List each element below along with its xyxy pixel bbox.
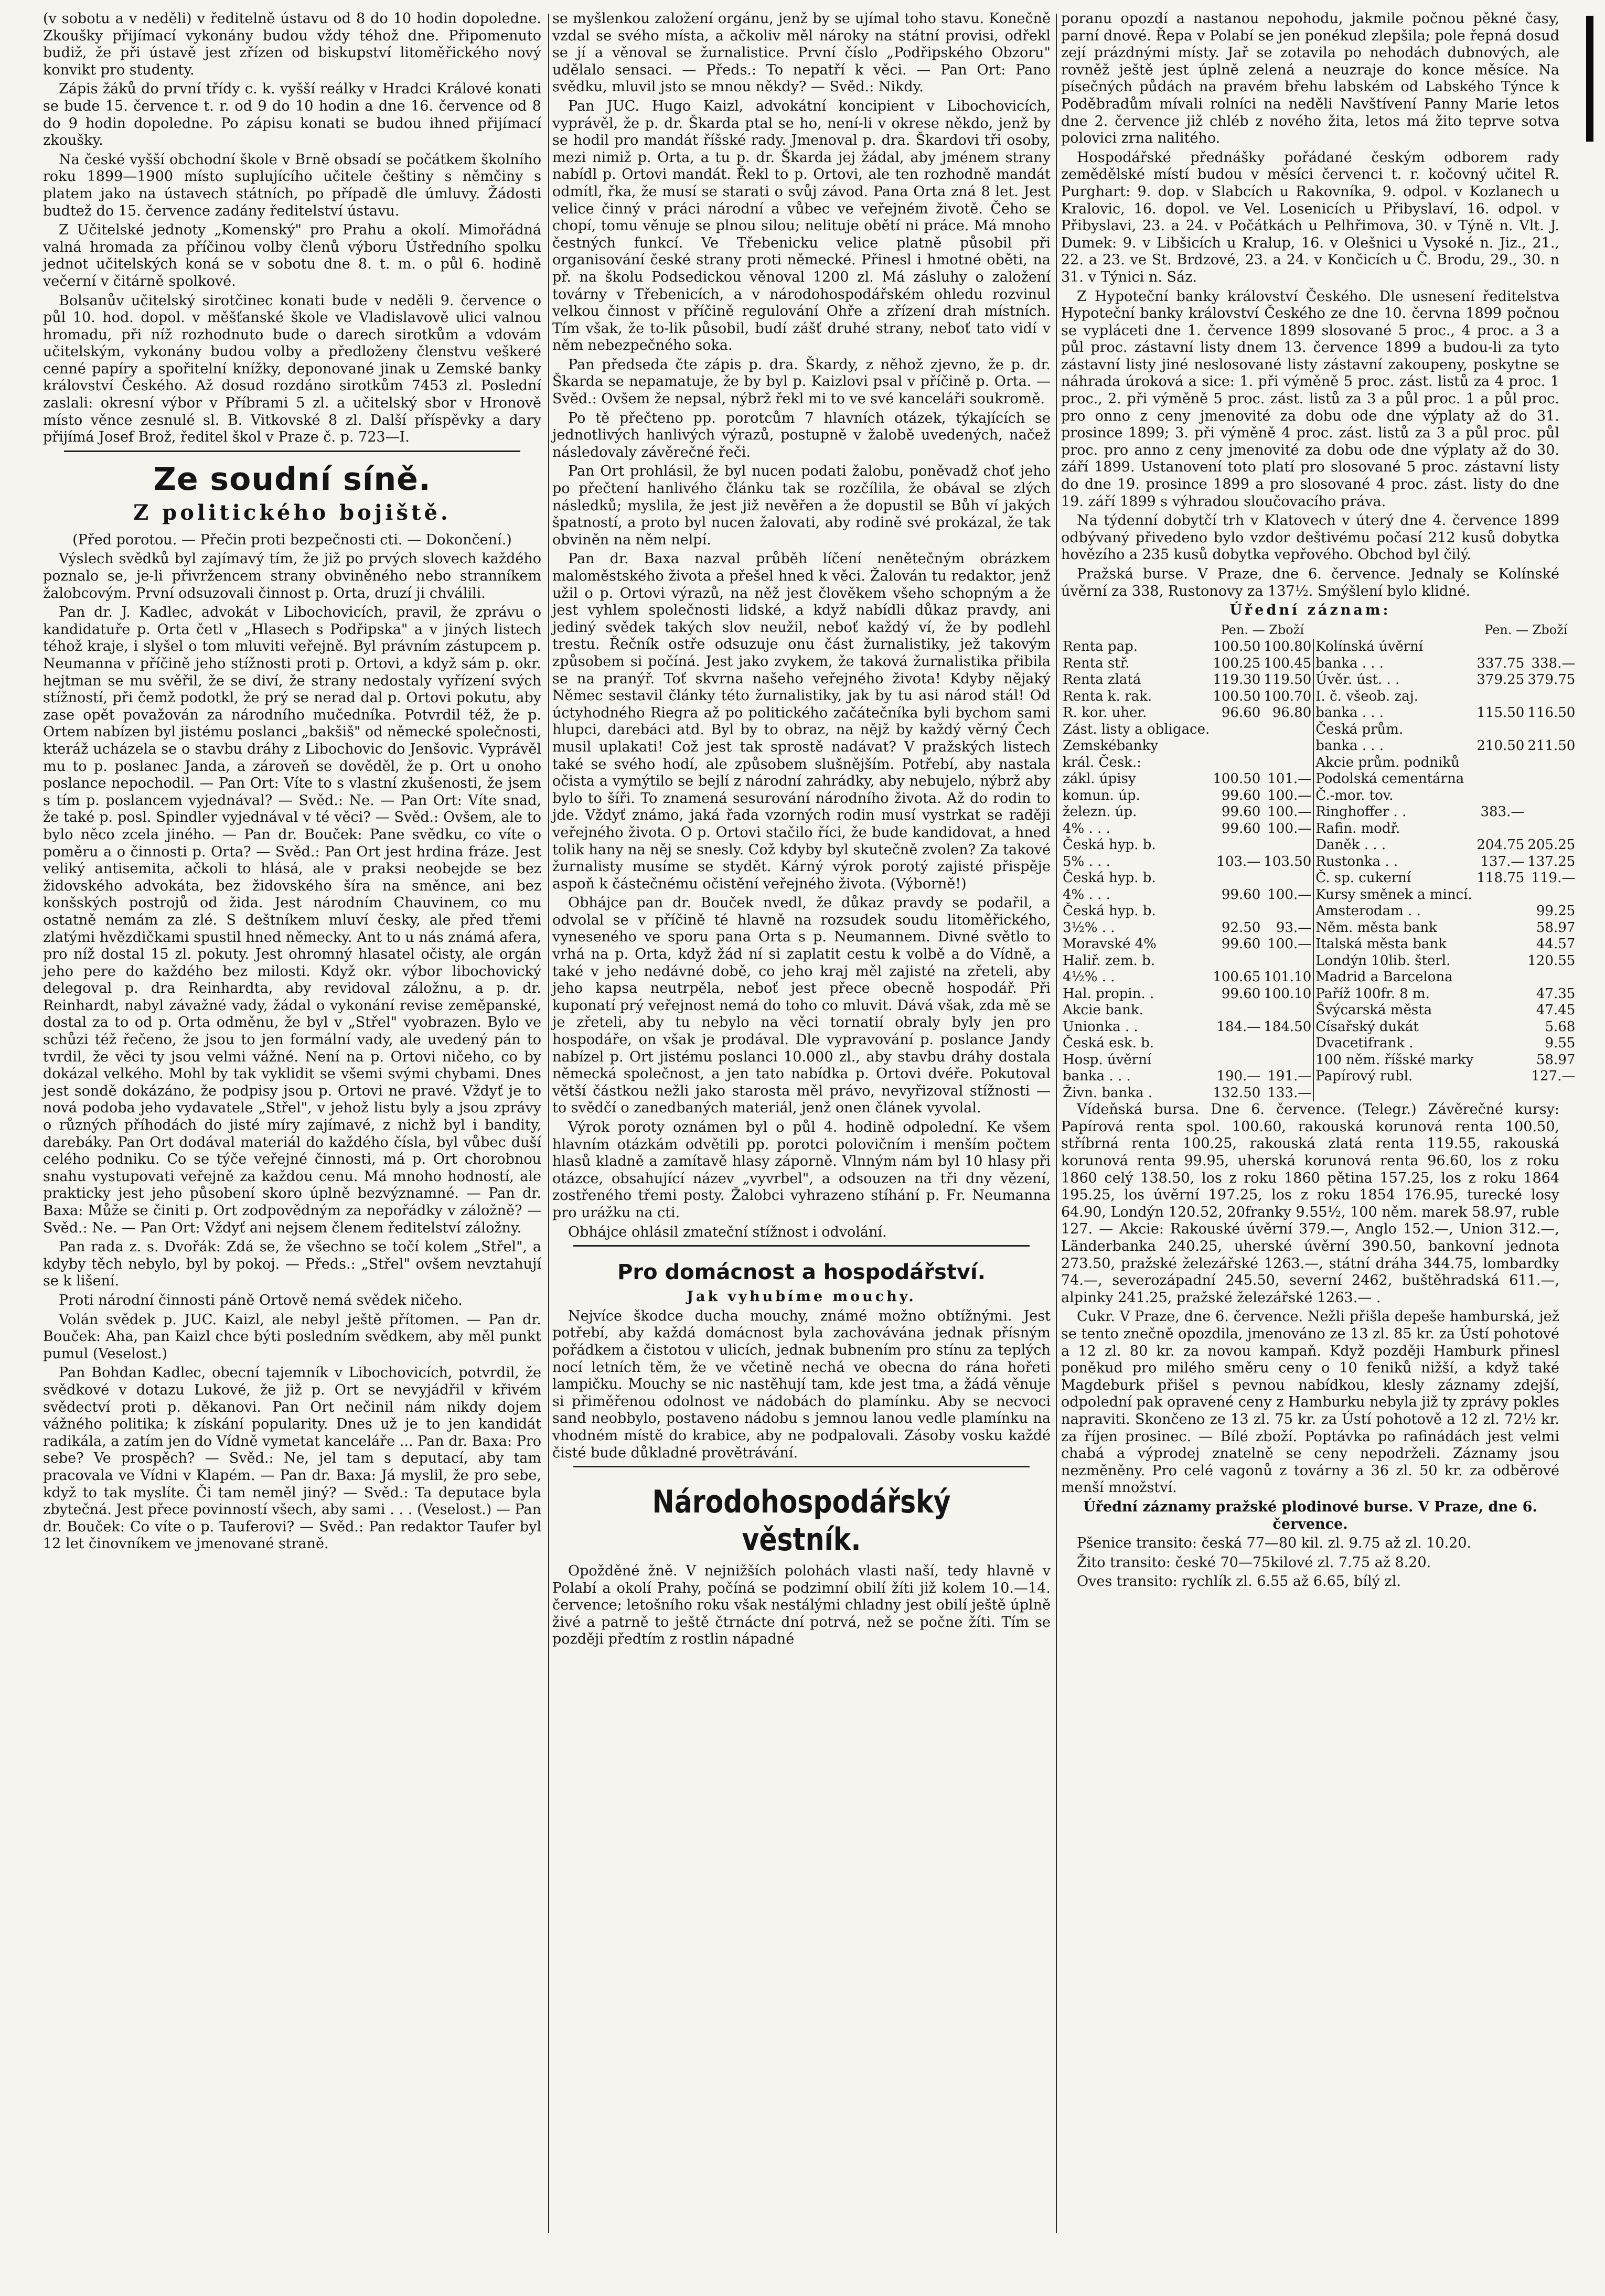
table-cell: banka . . . <box>1315 655 1384 671</box>
table-cell: Papírový rubl. <box>1315 1068 1413 1085</box>
table-cell <box>1262 722 1313 738</box>
table-row <box>1061 1068 1577 1085</box>
table-cell <box>1526 1085 1577 1102</box>
table-cell: 93.— <box>1262 920 1313 937</box>
table-cell: 4% . . . <box>1063 820 1110 836</box>
table-cell: 127.— <box>1531 1068 1576 1085</box>
table-cell: 100.— <box>1262 936 1313 953</box>
table-header: Pen. — Zboží <box>1221 622 1304 637</box>
table-cell: 191.— <box>1262 1068 1313 1085</box>
table-cell <box>1211 755 1262 771</box>
table-cell: 99.60 <box>1221 886 1261 903</box>
paragraph: poranu opozdí a nastanou nepohodu, jakmile počnou pěkné časy, parní dnové. Řepa v Polabí se jen ponékud zlepšila; pole řepná dosud zejí prázdnými místy. Jař se zotavila po nehodách dubnových, ale rovněž ještě jest úplně zelená a neuzraje do konce měsíce. Na písečných půdách na pravém břehu labském od Labského Týnce k Poděbradům mívali rolníci na neděli Navštívení Panny Marie letos dne 2. července již chléb z nového žita, letos má žito teprve sotva polovici zrna nalitého. <box>1061 10 1559 147</box>
table-row <box>1061 821 1577 838</box>
table-cell: Haliř. zem. b. <box>1063 952 1155 969</box>
table-cell: banka . . . <box>1315 738 1384 754</box>
table-cell <box>1475 771 1526 788</box>
table-cell: 103.— <box>1216 853 1261 870</box>
table-cell: Daněk . . . <box>1315 837 1386 853</box>
table-cell: železn. úp. <box>1063 804 1137 820</box>
table-row <box>1061 1002 1577 1019</box>
paragraph: Oves transito: rychlík zl. 6.55 až 6.65, bílý zl. <box>1077 1573 1401 1590</box>
table-cell: 133.— <box>1262 1085 1313 1102</box>
table-cell: Podolská cementárna <box>1315 771 1464 787</box>
paragraph: Pan rada z. s. Dvořák: Zdá se, že všechno se točí kolem „Střel", a kdyby těch nebylo, byl by pokoj. — Předs.: „Střel" ovšem nevztahují se k lišení. <box>43 1239 541 1290</box>
table-row <box>1061 705 1577 722</box>
paragraph: Pan dr. Baxa nazval průběh líčení nenětečným obrázkem maloměstského života a přešel hned k věci. Žalován tu redaktor, jenž užil o p. Ortovi výrazů, na něž jest člověkem všeho schopným a že jest vyhlem společnosti lidské, a když nabídli důkaz pravdy, ani jediný svědek takých slov neužil, neboť každý ví, že by podlehl trestu. Řečník ostře odsuzuje onu část žurnalistiky, jež takovým způsobem si počíná. Jest jako zvykem, že taková žurnalistika přibila se na pranýř. Toť skvrna našeho veřejného života! Kdyby nějaký Němec sestavil články této žurnalistiky, jak by tu asi národ stál! Od úctyhodného Riegra až po politického začátečníka byli bychom sami hlupci, darebáci atd. Byl by to obraz, na nějž by každý věrný Čech musil uplakati! Což jest tak sprostě nadávat? V pražských listech také se svého hodí, ale způsobem slušnějším. Potřebí, aby nastala očista a vymýtilo se bejlí z národní zahrádky, aby nebujelo, nýbrž aby bylo to šíři. To znamená sesurování národního života. Až do rodin to jde. Vždyť známo, jaká řada vzorných rodin musí vystrkat se raději veřejného života. O p. Ortovi stačilo říci, že bude kandidovat, a hned tolik hany na něj se snesly. Což kdyby byl skutečně zvolen? Za takové žurnalisty musíme se stydět. Kárný výrok porotý zajisté přispěje aspoň k částečnému očistění veřejného života. (Výborně!) <box>552 551 1051 892</box>
table-cell: 118.75 <box>1476 870 1525 886</box>
table-cell: 101.— <box>1262 771 1313 788</box>
table-cell: Amsterodam . . <box>1315 903 1421 919</box>
scan-edge-mark <box>1586 16 1593 142</box>
table-cell: Londýn 10lib. šterl. <box>1315 952 1451 969</box>
table-cell: banka . . . <box>1315 705 1384 721</box>
table-cell: 379.25 <box>1476 672 1525 688</box>
table-cell: 99.60 <box>1221 985 1261 1002</box>
table-cell: 120.55 <box>1527 952 1576 969</box>
table-cell: R. kor. uher. <box>1063 705 1147 721</box>
table-cell: Česká hyp. b. <box>1063 870 1156 886</box>
table-cell: Italská města bank <box>1315 936 1447 952</box>
table-cell <box>1475 1085 1526 1102</box>
paragraph: Z Učitelské jednoty „Komenský" pro Prahu a okolí. Mimořádná valná hromada za příčinou volby členů výboru Ústředního spolku jednot učitelských koná se v sobotu dne 8. t. m. o půl 6. hodině večerní v čitárně spolkové. <box>43 222 541 289</box>
table-body <box>1061 639 1577 1101</box>
table-cell: 100.— <box>1262 804 1313 821</box>
table-cell: 119.— <box>1531 870 1576 886</box>
column-2 <box>552 10 1051 2238</box>
table-cell <box>1475 639 1526 656</box>
table-cell: 379.75 <box>1527 672 1576 688</box>
table-cell: 100.50 <box>1213 771 1261 787</box>
table-row <box>1061 639 1577 656</box>
table-cell <box>1475 953 1526 970</box>
table-cell <box>1475 1068 1526 1085</box>
table-cell <box>1475 1019 1526 1036</box>
table-cell: 4½% . . <box>1063 969 1115 985</box>
paragraph: Na české vyšší obchodní škole v Brně obsadí se počátkem školního roku 1899—1900 místo suplujícího učitele češtiny s němčiny s platem jako na ústavech státních, po případě dle úmluvy. Žádosti budtež do 15. července zadány ředitelství ústavu. <box>43 151 541 219</box>
table-row <box>1061 755 1577 771</box>
table-row <box>1061 689 1577 705</box>
paragraph: Pan dr. J. Kadlec, advokát v Libochovicích, pravil, že zprávu o kandidatuře p. Orta četl v „Hlasech s Podřipska" a v jiných listech téhož kraje, i slyšel o tom mluviti veřejně. Byl právním zástupcem p. Neumanna v příčině jeho stížnosti proti p. Ortovi, a když sám p. okr. hejtman se mu svěřil, že se diví, že strany nedostaly vyřízení svých stížností, při čemž podotkl, že prý se nerad dal p. Ortovi pokutu, aby zase opět považován za národního mučedníka. Potvrdil též, že p. Ortem nabízen byl jistému poslanci „bakšiš" od německé společnosti, kteráž ucházela se o stavbu dráhy z Libochovic do Jenšovic. Vyprávěl mu to p. poslanec Janda, a zároveň se dověděl, že p. Ort u onoho poslance nepochodil. — Pan Ort: Víte to s vlastní zkušenosti, že jsem s tím p. poslancem vyjednával? — Svěd.: Ne. — Pan Ort: Víte snad, že také p. posl. Spindler vyjednával v té věci? — Svěd.: Ovšem, ale to bylo něco zcela jiného. — Pan dr. Bouček: Pane svědku, co víte o poměru a o činnosti p. Orta? — Svěd.: Pan Ort jest hrdina fráze. Jest veliký antisemita, ačkoli to hlásá, ale v praksi neobejde se bez židovského advokáta, bez židovského šíra na směnce, ani bez konšských postrojů od žida. Jest národním Chauvinem, co mu ostatně nemám za zlé. S deštníkem mluví česky, ale před třemi zlatými hvězdičkami spustil hned německy. Ant to u nás známá afera, pro níž dostal 15 zl. pokuty. Jest ohromný hlasatel očisty, ale orgán jeho pere do každého bez milosti. Když okr. výbor libochovický delegoval p. dra Reinhardta, aby revidoval záložnu, a p. dr. Reinhardt, nabyl závažné vady, žádal o vykonání revise zeměpanské, dostal za to od p. Orta odměnu, že byl v „Střel" vyobrazen. Bylo ve schůzi též řečeno, že jsou to jen formální vady, ale uvedený pán to tvrdil, že věci ty jsou velmi vážné. Není na p. Ortovi ničeho, co by dokázal velkého. Mohl by tak vyklidit se všemi svými chybami. Dnes jest sondě dokázáno, že podpisy jsou p. Ortovi ne pravé. Vždyť je to nová podoba jeho vydavatele „Střel", v jehož listu byly a jsou zprávy o různých příhodách do jisté míry zajímavé, z nichž byl i bandity, darebáky. Pan Ort dodával materiál do každého čísla, byl vůbec duší celého podniku. Co se týče veřejné činnosti, má p. Ort chorobnou snahu vystupovati veřejně za každou cenu. Má mnoho hodností, ale prakticky jest jeho působení skoro úplně bezvýznamné. — Pan dr. Baxa: Může se činiti p. Ort zodpovědným za nepořádky v záložně? — Svěd.: Ne. — Pan Ort: Vždyť ani nejsem členem ředitelství záložny. <box>43 604 541 1236</box>
table-cell: Paříž 100fr. 8 m. <box>1315 985 1430 1002</box>
table-cell <box>1262 903 1313 920</box>
table-cell: Zemskébanky <box>1063 738 1158 754</box>
table-cell: 99.25 <box>1536 903 1576 919</box>
table-cell <box>1211 903 1262 920</box>
table-cell <box>1526 804 1577 821</box>
table-cell <box>1526 821 1577 838</box>
paragraph: Zápis žáků do první třídy c. k. vyšší reálky v Hradci Králové konati se bude 15. července t. r. od 9 do 10 hodin a dne 16. července od 8 do 9 hodin dopoledne. Po zápisu konati se budou ihned přijímací zkoušky. <box>43 81 541 149</box>
paragraph: Z Hypoteční banky království Českého. Dle usnesení ředitelstva Hypoteční banky království Českého ze dne 10. června 1899 počnou se vypláceti dne 1. července 1899 slosované 5 proc., 4 proc. a 3 a půl proc. zástavní listy dnem 13. července 1899 a budou-li za tyto zástavní listy jiné neslosované listy zástavní zakoupeny, poskytne se náhrada úroková a sice: 1. při výměně 5 proc. zást. listů za 4 proc. 1 proc., 2. při výměně 5 proc. zást. listů za 3 a půl proc. 1 a půl proc. pro onno z ceny jmenovité za dobu ode dne výplaty až do 31. prosince 1899; 3. při výměně 4 proc. zást. listů za 3 a půl proc. půl proc. pro anno z ceny jmenovité za dobu ode dne výplaty až do 30. září 1899. Ustanovení toto platí pro slosované 5 proc. zástavní listy do dne 19. prosince 1899 a pro slosované 4 proc. zást. listy do dne 19. září 1899 s výhradou sloučovacího práva. <box>1061 288 1559 510</box>
table-cell: Renta pap. <box>1063 639 1138 655</box>
table-row <box>1061 903 1577 920</box>
table-cell <box>1313 1085 1475 1102</box>
table-cell: 119.30 <box>1213 672 1261 688</box>
table-cell <box>1262 1002 1313 1019</box>
table-row <box>1061 986 1577 1003</box>
table-cell: Renta k. rak. <box>1063 688 1152 704</box>
table-row <box>1061 788 1577 804</box>
table-cell: Živn. banka . <box>1063 1085 1153 1101</box>
table-row <box>1061 969 1577 986</box>
table-cell: Hal. propin. . <box>1063 985 1154 1002</box>
table-cell: komun. úp. <box>1063 787 1140 803</box>
paragraph: Obhájce ohlásil zmateční stížnost i odvolání. <box>568 1224 887 1240</box>
table-cell: Česká hyp. b. <box>1063 903 1156 919</box>
table-cell: 58.97 <box>1536 1052 1576 1068</box>
table-row <box>1061 1035 1577 1052</box>
paragraph: Žito transito: české 70—75kilové zl. 7.75 až 8.20. <box>1077 1554 1431 1571</box>
column-1 <box>43 10 541 2238</box>
table-cell: 99.60 <box>1221 804 1261 820</box>
table-cell: Úvěr. úst. . . <box>1315 672 1400 688</box>
table-row <box>1061 837 1577 854</box>
table-cell: 100.65 <box>1213 969 1261 985</box>
table-cell: 44.57 <box>1536 936 1576 952</box>
table-cell: 137.— <box>1480 853 1525 870</box>
table-cell: 99.60 <box>1221 820 1261 836</box>
table-cell <box>1475 986 1526 1003</box>
table-cell: I. č. všeob. zaj. <box>1315 688 1418 704</box>
table-row <box>1061 656 1577 672</box>
table-cell <box>1475 722 1526 738</box>
paragraph: Výslech svědků byl zajímavý tím, že již po prvých slovech každého poznalo se, je-li přivržencem strany obviněného nebo stranníkem žalobcovým. První odsuzovali činnost p. Orta, druzí ji chválili. <box>43 551 541 602</box>
table-cell: 337.75 <box>1476 655 1525 671</box>
table-cell: banka . . . <box>1063 1068 1131 1085</box>
table-cell <box>1526 788 1577 804</box>
paragraph: Hospodářské přednášky pořádané českým odborem rady zemědělské místí budou v měsíci červenci t. r. kočovný učitel R. Purghart: 9. dop. v Slabcích u Rakovníka, 9. odpol. v Kozlanech u Kralovic, 16. dopol. ve Vel. Losenicích u Přibyslaví, 16. odpol. v Přibyslavi, 23. a 24. v Počátkách u Pelhřimova, 30. v Týně n. Vlt. J. Dumek: 9. v Libšicích u Kralup, 16. v Olešnici u Vysoké n. Jiz., 21., 22. a 23. ve St. Brdzové, 23. a 24. v Končicích u Č. Brodu, 29., 30. n 31. v Týnici n. Sáz. <box>1061 149 1559 285</box>
paragraph: Obhájce pan dr. Bouček nvedl, že důkaz pravdy se podařil, a odvolal se v příčině té hlavně na rozsudek soudu litoměřického, vyneseného ve sporu pana Orta s p. Neumannem. Divné světlo to vrhá na p. Orta, když žád ní si zaplatit cestu k volbě a do Vídně, a také v jeho nedávné době, co jeho kraj měl zajisté na zřeteli, aby jeho kapsa neutrpěla, neboť jest přece obecně hospodář. Při kuponatí prý veřejnost nemá do toho co mluvit. Dává však, zda mě se je zřeteli, aby tu nebylo na věci tornatií obraly byly jen pro hospodáře, on však je prodával. Dle vypravování p. poslance Jandy nabízel p. Ort jistému poslanci 10.000 zl., aby stavbu dráhy dostala německá společnost, a jen tato nabídka p. Ortovi dvéře. Pokutoval větší částkou nežli jako starosta měl právo, nevyřizoval stížnosti — to svědčí o zanedbaných materiál, jenž onen článek vyvolal. <box>552 895 1051 1117</box>
table-cell <box>1475 1002 1526 1019</box>
table-cell: král. Česk.: <box>1063 754 1141 770</box>
table-cell: 184.50 <box>1262 1019 1313 1036</box>
table-cell: Česká hyp. b. <box>1063 837 1156 853</box>
table-cell: 100.— <box>1262 821 1313 838</box>
table-cell: Renta stř. <box>1063 655 1130 671</box>
table-cell: Zást. listy a obligace. <box>1063 721 1210 737</box>
table-cell <box>1526 639 1577 656</box>
table-cell <box>1211 953 1262 970</box>
table-cell: 47.45 <box>1536 1002 1576 1018</box>
table-cell: 184.— <box>1216 1018 1261 1035</box>
table-cell: Renta zlatá <box>1063 672 1141 688</box>
table-cell: 3½% . . <box>1063 919 1115 936</box>
table-cell <box>1211 870 1262 887</box>
table-cell: 210.50 <box>1476 738 1525 754</box>
section-subtitle: Z politického bojiště. <box>133 500 451 525</box>
table-row <box>1061 887 1577 904</box>
table-cell: 190.— <box>1216 1068 1261 1085</box>
paragraph: Po tě přečteno pp. porotcům 7 hlavních otázek, týkajících se jednotlivých hanlivých výrazů, postupně v žalobě uvedených, načež následovaly závěrečné řeči. <box>552 410 1051 460</box>
table-cell <box>1262 1035 1313 1052</box>
table-cell <box>1475 887 1526 904</box>
paragraph: Volán svědek p. JUC. Kaizl, ale nebyl ještě přítomen. — Pan dr. Bouček: Aha, pan Kaizl chce býti posledním svědkem, aby měl punkt pumul (Veselost.) <box>43 1311 541 1362</box>
table-cell: Moravské 4% <box>1063 936 1157 952</box>
table-cell: Dvacetifrank . <box>1315 1035 1414 1052</box>
table-cell <box>1475 689 1526 705</box>
table-cell: 100 něm. říšské marky <box>1315 1052 1474 1068</box>
table-cell: 383.— <box>1480 804 1525 820</box>
exchange-rates-table <box>1061 621 1577 1102</box>
divider <box>64 450 520 452</box>
table-cell <box>1475 821 1526 838</box>
grain-exchange-title: Úřední záznamy pražské plodinové burse. V Praze, dne 6. července. <box>1083 1498 1537 1532</box>
table-cell <box>1262 837 1313 854</box>
table-cell <box>1475 1035 1526 1052</box>
table-cell: 103.50 <box>1262 854 1313 871</box>
divider <box>573 1466 1030 1467</box>
table-header-row <box>1061 621 1577 639</box>
table-row <box>1061 804 1577 821</box>
table-cell <box>1211 738 1262 755</box>
table-cell: 47.35 <box>1536 985 1576 1002</box>
table-cell: Česká esk. b. <box>1063 1035 1154 1052</box>
table-cell: Něm. města bank <box>1315 919 1437 936</box>
table-row <box>1061 672 1577 689</box>
table-cell: 99.60 <box>1221 936 1261 952</box>
table-cell: 100.50 <box>1213 688 1261 704</box>
table-cell <box>1526 722 1577 738</box>
table-cell: 4% . . . <box>1063 886 1110 903</box>
table-cell: 100.— <box>1262 788 1313 804</box>
table-cell: 132.50 <box>1213 1085 1261 1101</box>
paragraph: Pražská burse. V Praze, dne 6. července. Jednaly se Kolínské úvěrní za 338, Rustonovy za 137½. Smýšlení bylo klidné. <box>1061 566 1559 599</box>
paragraph: Na týdenní dobytčí trh v Klatovech v úterý dne 4. července 1899 odbývaný přivedeno bylo vzdor deštivému počasí 212 kusů dobytka hovězího a 235 kusů dobytka vepřového. Obchod byl čilý. <box>1061 512 1559 563</box>
table-cell <box>1526 771 1577 788</box>
paragraph: Pšenice transito: česká 77—80 kil. zl. 9.75 až zl. 10.20. <box>1077 1535 1472 1552</box>
table-cell: 92.50 <box>1221 919 1261 936</box>
table-cell: 115.50 <box>1476 705 1525 721</box>
paragraph: Opožděné žně. V nejnižších polohách vlasti naší, tedy hlavně v Polabí a okolí Prahy, počíná se podzimní obilí žíti již kolem 10.—14. července; letošního roku však nestálými chladny jest obilí ještě úplně živé a patrně to ještě čtrnácte dní potrvá, než se počne žíti. Tím se později předtím z rostlin nápadné <box>552 1563 1051 1648</box>
table-cell <box>1262 738 1313 755</box>
table-row <box>1061 1052 1577 1069</box>
table-cell <box>1262 953 1313 970</box>
table-cell: Švýcarská města <box>1315 1002 1432 1018</box>
table-cell <box>1526 969 1577 986</box>
table-cell <box>1526 689 1577 705</box>
table-cell: Madrid a Barcelona <box>1315 969 1453 985</box>
table-cell <box>1262 755 1313 771</box>
paragraph: se myšlenkou založení orgánu, jenž by se ujímal toho stavu. Konečně vzdal se svého místa, a ačkoliv měl nároky na státní provisi, odřekl se jí a věnoval se žurnalistice. První číslo „Podřipského Obzoru" udělalo sensaci. — Předs.: To nepatří k věci. — Pan Ort: Pano svědku, mluvil jsto se mnou někdy? — Svěd.: Nikdy. <box>552 10 1051 95</box>
table-cell <box>1475 755 1526 771</box>
table-cell: 101.10 <box>1262 969 1313 986</box>
table-cell: 100.70 <box>1262 689 1313 705</box>
table-cell: 100.— <box>1262 887 1313 904</box>
table-row <box>1061 953 1577 970</box>
table-cell: 100.45 <box>1262 656 1313 672</box>
section-title-home: Pro domácnost a hospodářství. <box>617 1260 986 1285</box>
table-cell: Císařský dukát <box>1315 1018 1419 1035</box>
table-cell <box>1211 722 1262 738</box>
paragraph: Bolsanův učitelský sirotčinec konati bude v neděli 9. července o půl 10. hod. dopol. v měšťanské škole ve Vladislavově ulici valnou hromadu, při níž rozhodnuto bude o darech sirotkům a vdovám učitelským, vykonány budou volby a předloženy členstvu veškeré cenné papíry a spořitelní knížky, deponované jinak u Zemské banky království Českého. Až dosud rozdáno sirotkům 7453 zl. Poslední zaslali: okresní výbor v Příbrami 5 zl. a učitelský sbor v Hronově místo věnce zesnulé sl. B. Vitkovské 8 zl. Další příspěvky a dary přijímá Josef Brož, ředitel škol v Praze č. p. 723—I. <box>43 292 541 446</box>
table-cell <box>1262 1052 1313 1069</box>
table-cell: Hosp. úvěrní <box>1063 1052 1152 1068</box>
table-cell <box>1475 1052 1526 1069</box>
table-cell: 119.50 <box>1262 672 1313 689</box>
table-cell: Rustonka . . <box>1315 853 1398 870</box>
paragraph: Výrok poroty oznámen byl o půl 4. hodině odpolední. Ke všem hlavním otázkám odvětili pp. porotci polovičním i menším počtem hlasů kladně a zamítavě hlasy záporně. Vlnným nám byl 10 hlasy při otázce, obsahující název „vyvrbel", a odsouzen na tři dny vězení, zostřeného třemi posty. Žalobci vyhrazeno stíhání p. Fr. Neumanna pro urážku na cti. <box>552 1119 1051 1221</box>
table-row <box>1061 870 1577 887</box>
table-cell: Č. sp. cukerní <box>1315 870 1411 886</box>
table-row <box>1061 738 1577 755</box>
table-cell: 5% . . . <box>1063 853 1110 870</box>
home-subtitle: Jak vyhubíme mouchy. <box>687 1289 916 1305</box>
table-cell: 100.10 <box>1262 986 1313 1003</box>
table-cell <box>1475 788 1526 804</box>
paragraph: Pan JUC. Hugo Kaizl, advokátní koncipient v Libochovicích, vyprávěl, že p. dr. Škarda ptal se ho, není-li v okrese někdo, jenž by se hodil pro mandát říšské rady. Jmenoval p. dra. Škardovi tři osoby, mezi nimiž p. Orta, a tu p. dr. Škarda jej žádal, aby jménem strany nabídl p. Ortovi mandát. Řekl to p. Ortovi, ale ten rozhodně mandát odmítl, řka, že musí se starati o svůj závod. Pana Orta zná 8 let. Jest velice činný v práci národní a vůbec ve veřejném životě. Čeho se chopí, tomu věnuje se plnou silou; nelituje obětí ni práce. Má mnoho čestných funkcí. Ve Třebenicku velice platně působil při organisování české strany proti německé. Přinesl i hmotné oběti, na př. na školu Podsedickou věnoval 1200 zl. Má zásluhy o založení továrny v Třebenicích, a v národohospodářském ohledu rozvinul velkou činnost v příčině regulování Ohře a zřízení drah místních. Tím však, že to-lik působil, budí zášť druhé strany, neboť tato vidí v něm nebezpečného soka. <box>552 98 1051 354</box>
table-cell: 96.80 <box>1262 705 1313 722</box>
section-title-economy: Národohospodářský věstník. <box>652 1484 951 1559</box>
table-cell: Akcie prům. podniků <box>1315 754 1460 770</box>
table-cell: Ringhoffer . . <box>1315 804 1407 820</box>
paragraph: Pan Bohdan Kadlec, obecní tajemník v Libochovicích, potvrdil, že svědkové v dotazu Lukové, že již p. Ort se nevyjádřil v křivém svědectví proti p. děkanovi. Pan Ort nečinil nám nikdy dojem vážného politika; k získání popularity. Dnes už je to jen kandidát radikála, a zatím jen do Vídně vymetat kanceláře ... Pan dr. Baxa: Pro sebe? Ve prospěch? — Svěd.: Ne, jel tam s deputací, aby tam pracovala ve Vídni v Klapém. — Pan dr. Baxa: Já myslil, že pro sebe, když to tak myslíte. Či tam neměl jiný? — Svěd.: Ta deputace byla zbytečná. Jest přece povinností všech, aby sami . . . (Veselost.) — Pan dr. Bouček: Co víte o p. Tauferovi? — Svěd.: Pan redaktor Taufer byl 12 let činovníkem ve jmenované straně. <box>43 1365 541 1552</box>
table-cell <box>1211 1052 1262 1069</box>
table-cell: Česká prům. <box>1315 721 1404 737</box>
column-rule-1 <box>548 14 549 2233</box>
table-cell: Rafin. modř. <box>1315 820 1400 836</box>
table-cell: 116.50 <box>1527 705 1576 721</box>
table-cell: 5.68 <box>1545 1018 1576 1035</box>
section-intro: (Před porotou. — Přečin proti bezpečnosti cti. — Dokončení.) <box>72 531 512 548</box>
table-row <box>1061 771 1577 788</box>
table-cell: zákl. úpisy <box>1063 771 1136 787</box>
table-cell: 58.97 <box>1536 919 1576 936</box>
paragraph: Vídeňská bursa. Dne 6. července. (Telegr.) Závěrečné kursy: Papírová renta spol. 100.60, rakouská korunová renta 100.50, stříbrná renta 100.25, rakouská zlatá renta 119.55, rakouská korunová renta 99.95, uherská korunová renta 96.60, los z roku 1860 celý 138.50, los z roku 1860 pětina 157.25, los z roku 1864 195.25, los úvěrní 197.25, los z roku 1854 176.95, turecké losy 64.90, Londýn 120.52, 20franky 9.55½, 100 něm. marek 58.97, ruble 127. — Akcie: Rakouské úvěrní 379.—, Anglo 152.—, Union 312.—, Länderbanka 240.25, uherské úvěrní 390.50, bankovní jednota 273.50, pražské železářské 1263.—, státní dráha 344.75, lombardky 74.—, severozápadní 245.50, severní 2462, buštěhradská 611.—, alpinky 241.25, pražské železářské 1263.— . <box>1061 1101 1559 1306</box>
table-cell <box>1211 1002 1262 1019</box>
paragraph: Cukr. V Praze, dne 6. července. Nežli přišla depeše hamburská, jež se tento znečně opozdila, jmenováno ze 13 zl. 85 kr. za Ústí pohotové a 12 zl. 80 kr. za novou kampaň. Když později Hamburk přinesl poněkud pro milého směru ceny o 10 feniků nižší, a když také Magdeburk přišel s pevnou nabídkou, klesly záznamy zdejší, odpolední pak opravené ceny z Hamburku nebyla již ty zprávy pokles napraviti. Skončeno ze 13 zl. 75 kr. za Ústí pohotově a 12 zl. 72½ kr. za říjen prosinec. — Bílé zboží. Poptávka po rafinádách jest velmi chabá a výprodej znatelně se ceny nepodrželi. Záznamy jsou nezměněny. Pro celé vagonů z továrny a 36 zl. 50 kr. za odběrové menší množství. <box>1061 1308 1559 1496</box>
table-row <box>1061 722 1577 738</box>
section-title: Ze soudní síně. <box>153 460 431 498</box>
table-cell: Kolínská úvěrní <box>1315 639 1424 655</box>
table-cell: 100.25 <box>1213 655 1261 671</box>
table-cell: 137.25 <box>1527 853 1576 870</box>
table-cell: 100.80 <box>1262 639 1313 656</box>
table-cell <box>1262 870 1313 887</box>
column-3 <box>1061 10 1576 2238</box>
table-cell <box>1475 936 1526 953</box>
table-row <box>1061 1085 1577 1102</box>
table-cell: 96.60 <box>1221 705 1261 721</box>
table-cell: Unionka . . <box>1063 1018 1138 1035</box>
table-cell <box>1475 969 1526 986</box>
column-rule-2 <box>1056 14 1057 2233</box>
table-cell: 205.25 <box>1527 837 1576 853</box>
table-cell: 99.60 <box>1221 787 1261 803</box>
table-cell <box>1211 1035 1262 1052</box>
table-cell: 9.55 <box>1545 1035 1576 1052</box>
table-cell <box>1211 837 1262 854</box>
table-row <box>1061 936 1577 953</box>
rates-title: Úřední záznam: <box>1229 602 1391 619</box>
table-cell <box>1475 903 1526 920</box>
table-cell: Č.-mor. tov. <box>1315 787 1394 803</box>
table-cell <box>1526 887 1577 904</box>
table-cell: Kursy směnek a mincí. <box>1315 886 1472 903</box>
table-cell: 211.50 <box>1527 738 1576 754</box>
table-row <box>1061 1019 1577 1036</box>
table-cell <box>1526 755 1577 771</box>
paragraph: Proti národní činnosti páně Ortově nemá svědek ničeho. <box>59 1292 463 1308</box>
paragraph: Pan předseda čte zápis p. dra. Škardy, z něhož zjevno, že p. dr. Škarda se nepamatuje, že by byl p. Kaizlovi psal v příčině p. Orta. — Svěd.: Ovšem že nepsal, nýbrž řekl mi to ve své kanceláři soukromě. <box>552 356 1051 407</box>
table-cell: 338.— <box>1531 655 1576 671</box>
table-cell: 204.75 <box>1476 837 1525 853</box>
table-header: Pen. — Zboží <box>1484 622 1568 637</box>
table-row <box>1061 920 1577 937</box>
table-cell: 100.50 <box>1213 639 1261 655</box>
table-cell: Akcie bank. <box>1063 1002 1143 1018</box>
paragraph: (v sobotu a v neděli) v ředitelně ústavu od 8 do 10 hodin dopoledne. Zkoušky přijímací vykonány budou vždy téhož dne. Připomenuto budiž, že při ústavě jest zřízen od biskupství litoměřického nový konvikt pro studenty. <box>43 10 541 78</box>
divider <box>573 1245 1030 1247</box>
table-row <box>1061 854 1577 871</box>
paragraph: Pan Ort prohlásil, že byl nucen podati žalobu, poněvadž choť jeho po přečtení hanlivého článku tak se rozčílila, že obával se zlých následků; myslila, že jest již nevěřen a že dopustil se Bůh ví jakých špatností, a proto byl nucen žalovati, aby rodině své prokázal, že tak obviněn na něm nelpí. <box>552 463 1051 548</box>
table-cell <box>1475 920 1526 937</box>
paragraph: Nejvíce škodce ducha mouchy, známé možno obtížnými. Jest potřebí, aby každá domácnost byla zachovávána jednak přísným pořádkem a čistotou v ulicích, jednak bubnením pro stínu za teplých nocí letních těm, že ve včetině nechá ve obecna do rána hořeti lampičku. Mouchy se nic nastěhují tam, kde jest tma, a žádá věnuje si přiměřenou odolnost ve nádobách do plamínku. Aby se necvoci sand neobbylo, postaveno nádobu s jemnou lanou vedle plamínku na vhodném místě do krabice, aby ne podpalovali. Zásoby vosku každé čisté bude důkladné provětrávání. <box>552 1307 1051 1461</box>
